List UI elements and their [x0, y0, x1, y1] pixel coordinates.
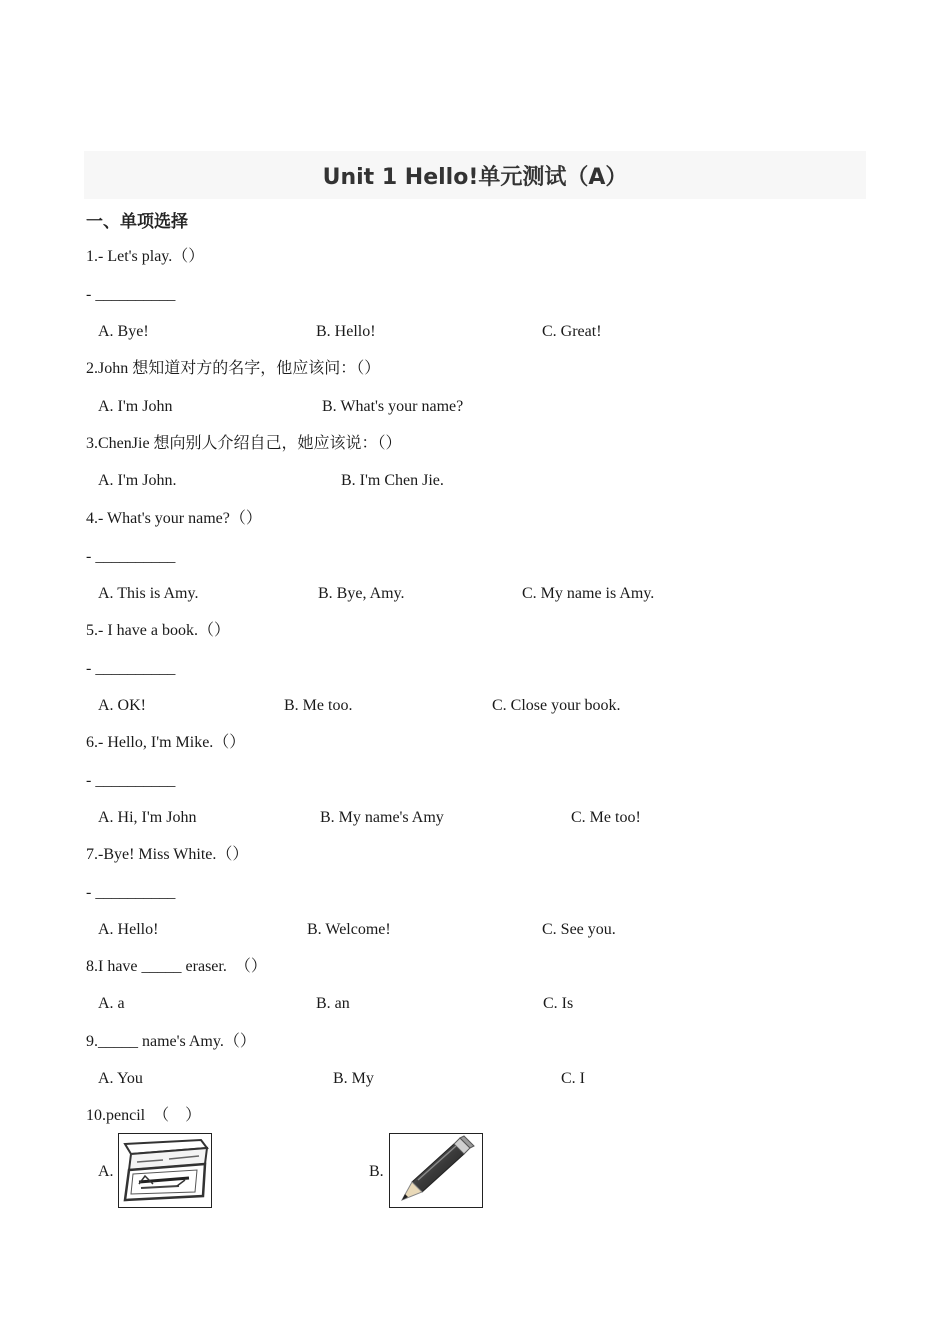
- question-8-option-c[interactable]: C. Is: [543, 995, 574, 1012]
- question-1-stem: 1.- Let's play.（）: [86, 248, 205, 265]
- question-3-stem: 3.ChenJie 想向别人介绍自己，她应该说：（）: [86, 435, 402, 452]
- question-8-option-a[interactable]: A. a: [98, 995, 125, 1012]
- question-2-option-a[interactable]: A. I'm John: [98, 398, 173, 415]
- question-6-option-b[interactable]: B. My name's Amy: [320, 809, 444, 826]
- question-2-stem: 2.John 想知道对方的名字，他应该问：（）: [86, 360, 381, 377]
- question-4-stem: 4.- What's your name?（）: [86, 510, 262, 527]
- question-5-answer-blank: - __________: [86, 660, 176, 677]
- question-10-option-b[interactable]: B.: [369, 1163, 384, 1180]
- pencil-case-icon[interactable]: [118, 1133, 212, 1208]
- question-6-option-a[interactable]: A. Hi, I'm John: [98, 809, 197, 826]
- question-6-answer-blank: - __________: [86, 772, 176, 789]
- question-9-option-b[interactable]: B. My: [333, 1070, 374, 1087]
- question-8-stem: 8.I have _____ eraser. （）: [86, 958, 267, 975]
- question-9-stem: 9._____ name's Amy.（）: [86, 1033, 256, 1050]
- question-4-answer-blank: - __________: [86, 548, 176, 565]
- question-7-option-c[interactable]: C. See you.: [542, 921, 616, 938]
- question-10-option-a[interactable]: A.: [98, 1163, 114, 1180]
- question-5-stem: 5.- I have a book.（）: [86, 622, 230, 639]
- question-5-option-a[interactable]: A. OK!: [98, 697, 146, 714]
- page-title: Unit 1 Hello!单元测试（A）: [322, 165, 628, 190]
- question-3-option-b[interactable]: B. I'm Chen Jie.: [341, 472, 444, 489]
- section-title: 一、单项选择: [86, 212, 188, 232]
- question-3-option-a[interactable]: A. I'm John.: [98, 472, 177, 489]
- question-6-option-c[interactable]: C. Me too!: [571, 809, 641, 826]
- pencil-icon[interactable]: [389, 1133, 483, 1208]
- question-7-answer-blank: - __________: [86, 884, 176, 901]
- question-9-option-a[interactable]: A. You: [98, 1070, 143, 1087]
- question-2-option-b[interactable]: B. What's your name?: [322, 398, 464, 415]
- question-1-option-b[interactable]: B. Hello!: [316, 323, 376, 340]
- question-1-answer-blank: - __________: [86, 286, 176, 303]
- question-7-stem: 7.-Bye! Miss White.（）: [86, 846, 249, 863]
- question-4-option-b[interactable]: B. Bye, Amy.: [318, 585, 405, 602]
- question-6-stem: 6.- Hello, I'm Mike.（）: [86, 734, 246, 751]
- question-1-option-a[interactable]: A. Bye!: [98, 323, 149, 340]
- question-7-option-a[interactable]: A. Hello!: [98, 921, 159, 938]
- question-4-option-a[interactable]: A. This is Amy.: [98, 585, 199, 602]
- question-4-option-c[interactable]: C. My name is Amy.: [522, 585, 655, 602]
- question-7-option-b[interactable]: B. Welcome!: [307, 921, 391, 938]
- question-5-option-c[interactable]: C. Close your book.: [492, 697, 621, 714]
- question-9-option-c[interactable]: C. I: [561, 1070, 585, 1087]
- question-8-option-b[interactable]: B. an: [316, 995, 350, 1012]
- question-10-stem: 10.pencil （ ）: [86, 1107, 202, 1124]
- question-1-option-c[interactable]: C. Great!: [542, 323, 602, 340]
- question-5-option-b[interactable]: B. Me too.: [284, 697, 353, 714]
